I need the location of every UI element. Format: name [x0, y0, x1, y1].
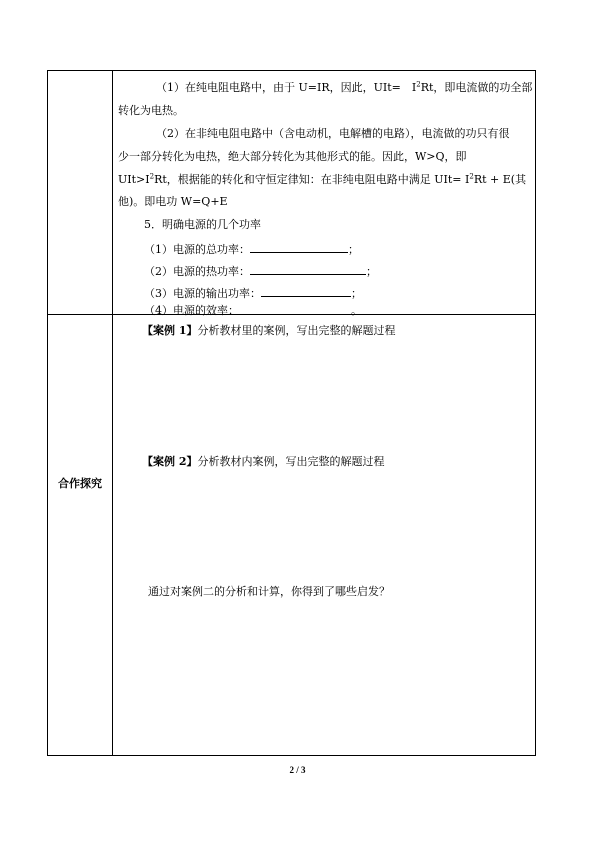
reflection-question: 通过对案例二的分析和计算，你得到了哪些启发？ [148, 585, 390, 598]
para-1-line-2: 转化为电热。 [118, 104, 184, 117]
column-divider [112, 71, 113, 314]
question-1: （1）电源的总功率： ； [144, 243, 359, 256]
table-row-formulas [47, 70, 536, 315]
column-divider [112, 315, 113, 755]
question-2: （2）电源的热功率： ； [144, 265, 377, 278]
answer-blank-3[interactable] [261, 285, 351, 297]
answer-blank-2[interactable] [250, 263, 366, 275]
question-4: （4）电源的效率： 。 [144, 304, 362, 317]
para-2-line-3: $UIt>I^2Rt$，根据能的转化和守恒定律知：在非纯电阻电路中满足 $UIt= I^2Rt + E$(其 [118, 172, 527, 186]
page-number: 2 / 3 [289, 765, 306, 775]
para-2-line-1: （2）在非纯电阻电路中（含电动机，电解槽的电路），电流做的功只有很 [156, 127, 510, 140]
item-5-heading: 5．明确电源的几个功率 [144, 218, 261, 231]
row-label: 合作探究 [58, 477, 102, 490]
para-1-line-1: （1）在纯电阻电路中，由于 U=IR，因此，UIt= $I^2Rt$，即电流做的功全部 [156, 80, 533, 94]
case-1-heading: 【案例 1】分析教材里的案例，写出完整的解题过程 [142, 324, 396, 337]
table-row-cooperative-inquiry [47, 314, 536, 756]
question-3: （3）电源的输出功率： ； [144, 287, 362, 300]
para-2-line-4: 他)。即电功 W=Q+E [118, 195, 228, 208]
case-2-heading: 【案例 2】分析教材内案例，写出完整的解题过程 [142, 455, 385, 468]
para-2-line-2: 少一部分转化为电热，绝大部分转化为其他形式的能。因此，W>Q，即 [118, 150, 467, 163]
answer-blank-1[interactable] [250, 241, 348, 253]
